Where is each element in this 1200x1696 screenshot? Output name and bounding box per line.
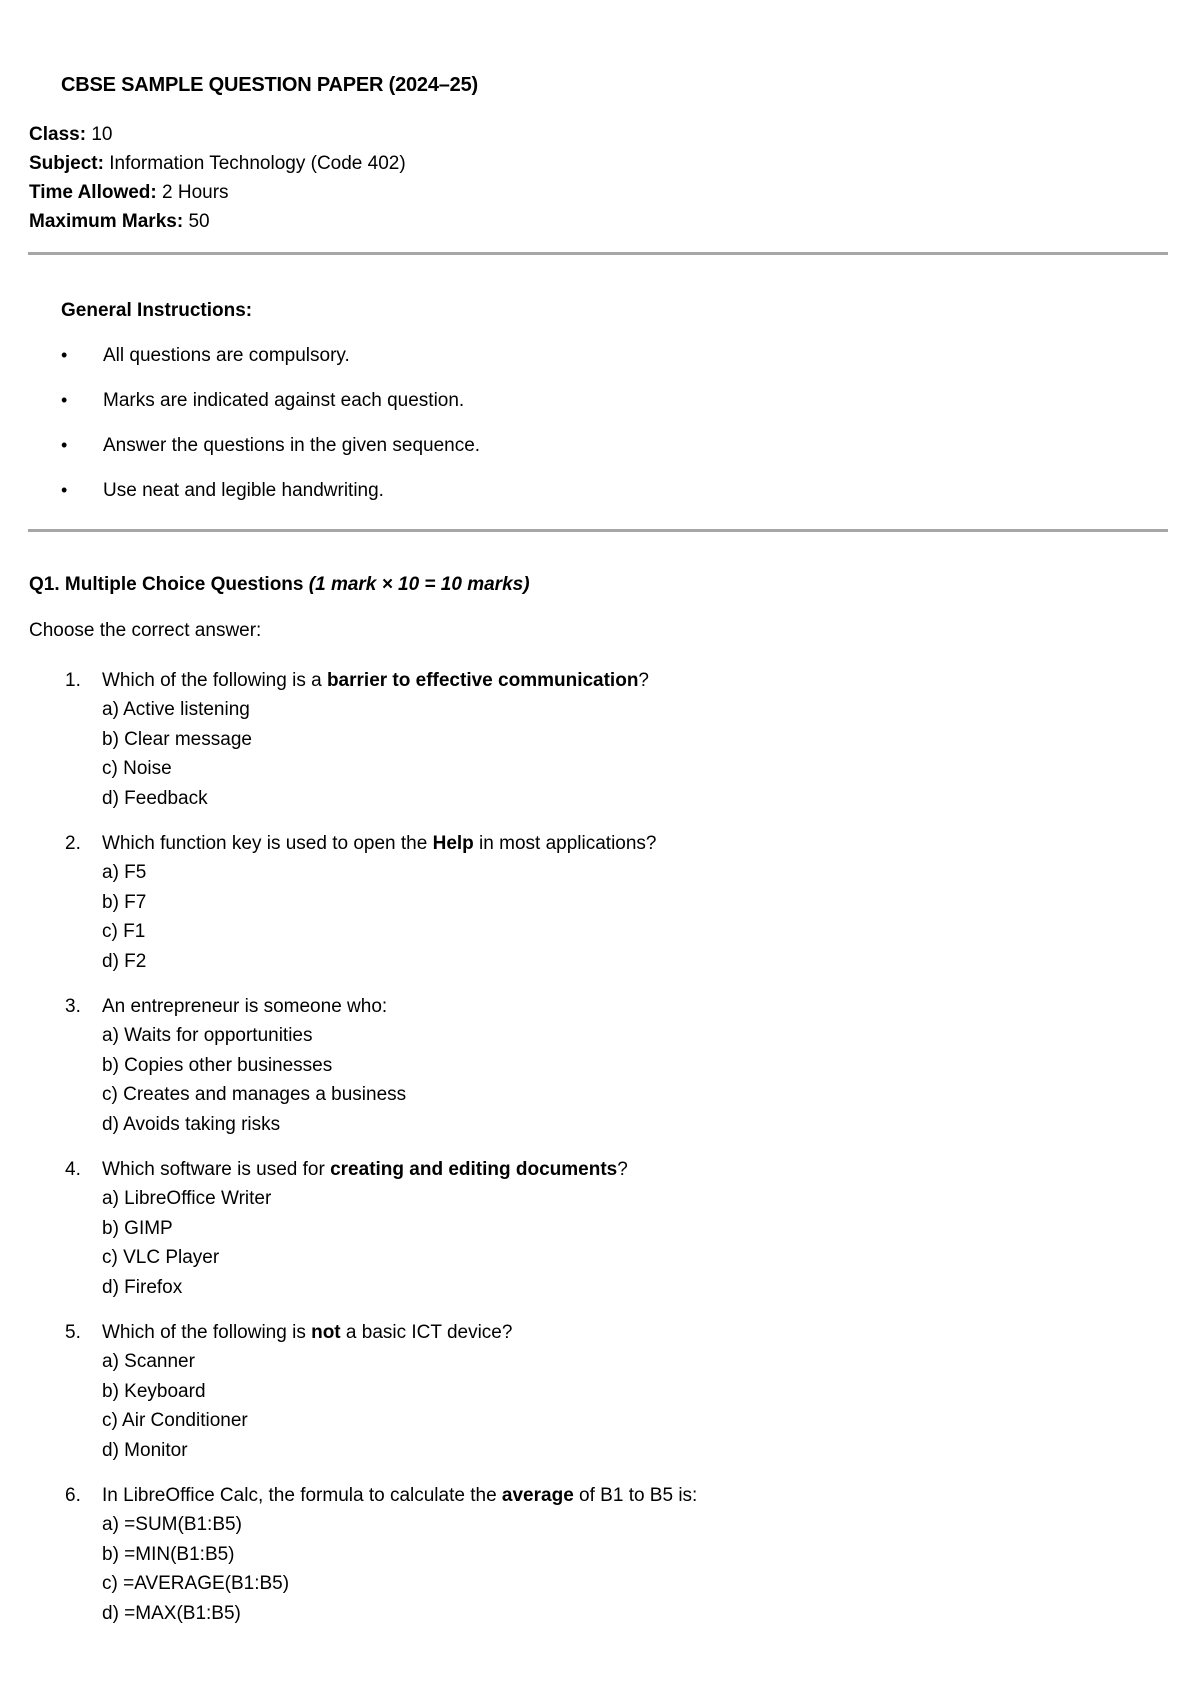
question-text: An entrepreneur is someone who:: [102, 996, 388, 1017]
option-b: b) GIMP: [102, 1217, 173, 1239]
instructions-title: General Instructions:: [61, 300, 253, 321]
option-a: a) LibreOffice Writer: [102, 1188, 272, 1209]
meta-maximum-marks: Maximum Marks: 50: [29, 211, 210, 232]
question-text: Which of the following is a barrier to effective communication?: [102, 670, 649, 691]
question-list: [65, 666, 1145, 1644]
option-c: c) Air Conditioner: [102, 1410, 248, 1431]
option-b: b) F7: [102, 891, 147, 913]
instruction-item: • All questions are compulsory.: [61, 345, 350, 366]
option-a: a) F5: [102, 862, 147, 883]
question-4: 4. Which software is used for creating and editing documents? a) LibreOffice Writer b) GIMP c) VLC Player d) Firefox: [65, 1155, 1145, 1302]
question-text: Which software is used for creating and editing documents?: [102, 1159, 628, 1180]
option-d: d) Feedback: [102, 787, 208, 809]
option-d: d) F2: [102, 950, 147, 972]
option-c: c) VLC Player: [102, 1247, 220, 1268]
option-c: c) Noise: [102, 758, 172, 779]
option-b: b) Copies other businesses: [102, 1054, 333, 1076]
meta-subject: Subject: Information Technology (Code 402): [29, 153, 406, 174]
option-a: a) Scanner: [102, 1351, 195, 1372]
paper-title: CBSE SAMPLE QUESTION PAPER (2024–25): [61, 74, 478, 96]
section-prompt: Choose the correct answer:: [29, 620, 262, 641]
instructions-list: [61, 345, 480, 525]
option-a: a) Active listening: [102, 699, 250, 720]
question-text: Which function key is used to open the Help in most applications?: [102, 833, 657, 854]
option-d: d) =MAX(B1:B5): [102, 1602, 241, 1624]
paper-meta: [29, 120, 406, 236]
question-5: 5. Which of the following is not a basic ICT device? a) Scanner b) Keyboard c) Air Conditioner d) Monitor: [65, 1318, 1145, 1465]
option-b: b) Keyboard: [102, 1380, 206, 1402]
bullet-icon: •: [61, 435, 68, 455]
meta-class: Class: 10: [29, 124, 113, 145]
option-a: a) Waits for opportunities: [102, 1025, 313, 1046]
bullet-icon: •: [61, 480, 68, 500]
meta-time-allowed: Time Allowed: 2 Hours: [29, 182, 229, 203]
divider-top: [28, 252, 1168, 255]
option-a: a) =SUM(B1:B5): [102, 1514, 242, 1535]
bullet-icon: •: [61, 390, 68, 410]
question-2: 2. Which function key is used to open the Help in most applications? a) F5 b) F7 c) F1 d) F2: [65, 829, 1145, 976]
option-d: d) Firefox: [102, 1276, 183, 1298]
question-text: In LibreOffice Calc, the formula to calculate the average of B1 to B5 is:: [102, 1485, 698, 1506]
option-c: c) =AVERAGE(B1:B5): [102, 1573, 290, 1594]
option-b: b) =MIN(B1:B5): [102, 1543, 235, 1565]
option-c: c) F1: [102, 921, 146, 942]
option-c: c) Creates and manages a business: [102, 1084, 407, 1105]
divider-middle: [28, 529, 1168, 532]
question-6: 6. In LibreOffice Calc, the formula to calculate the average of B1 to B5 is: a) =SUM(B1:B5) b) =MIN(B1:B5) c) =AVERAGE(B1:B5) d) =MAX(B1:B5): [65, 1481, 1145, 1628]
option-d: d) Monitor: [102, 1439, 188, 1461]
bullet-icon: •: [61, 345, 68, 365]
instruction-item: • Use neat and legible handwriting.: [61, 480, 384, 501]
instruction-item: • Answer the questions in the given sequence.: [61, 435, 481, 456]
question-1: 1. Which of the following is a barrier to effective communication? a) Active listening b) Clear message c) Noise d) Feedback: [65, 666, 1145, 813]
option-b: b) Clear message: [102, 728, 252, 750]
section-heading: Q1. Multiple Choice Questions (1 mark × 10 = 10 marks): [29, 574, 530, 595]
question-3: 3. An entrepreneur is someone who: a) Waits for opportunities b) Copies other businesses c) Creates and manages a business d) Avoids taking risks: [65, 992, 1145, 1139]
instruction-item: • Marks are indicated against each question.: [61, 390, 465, 411]
question-text: Which of the following is not a basic ICT device?: [102, 1322, 513, 1343]
option-d: d) Avoids taking risks: [102, 1113, 281, 1135]
